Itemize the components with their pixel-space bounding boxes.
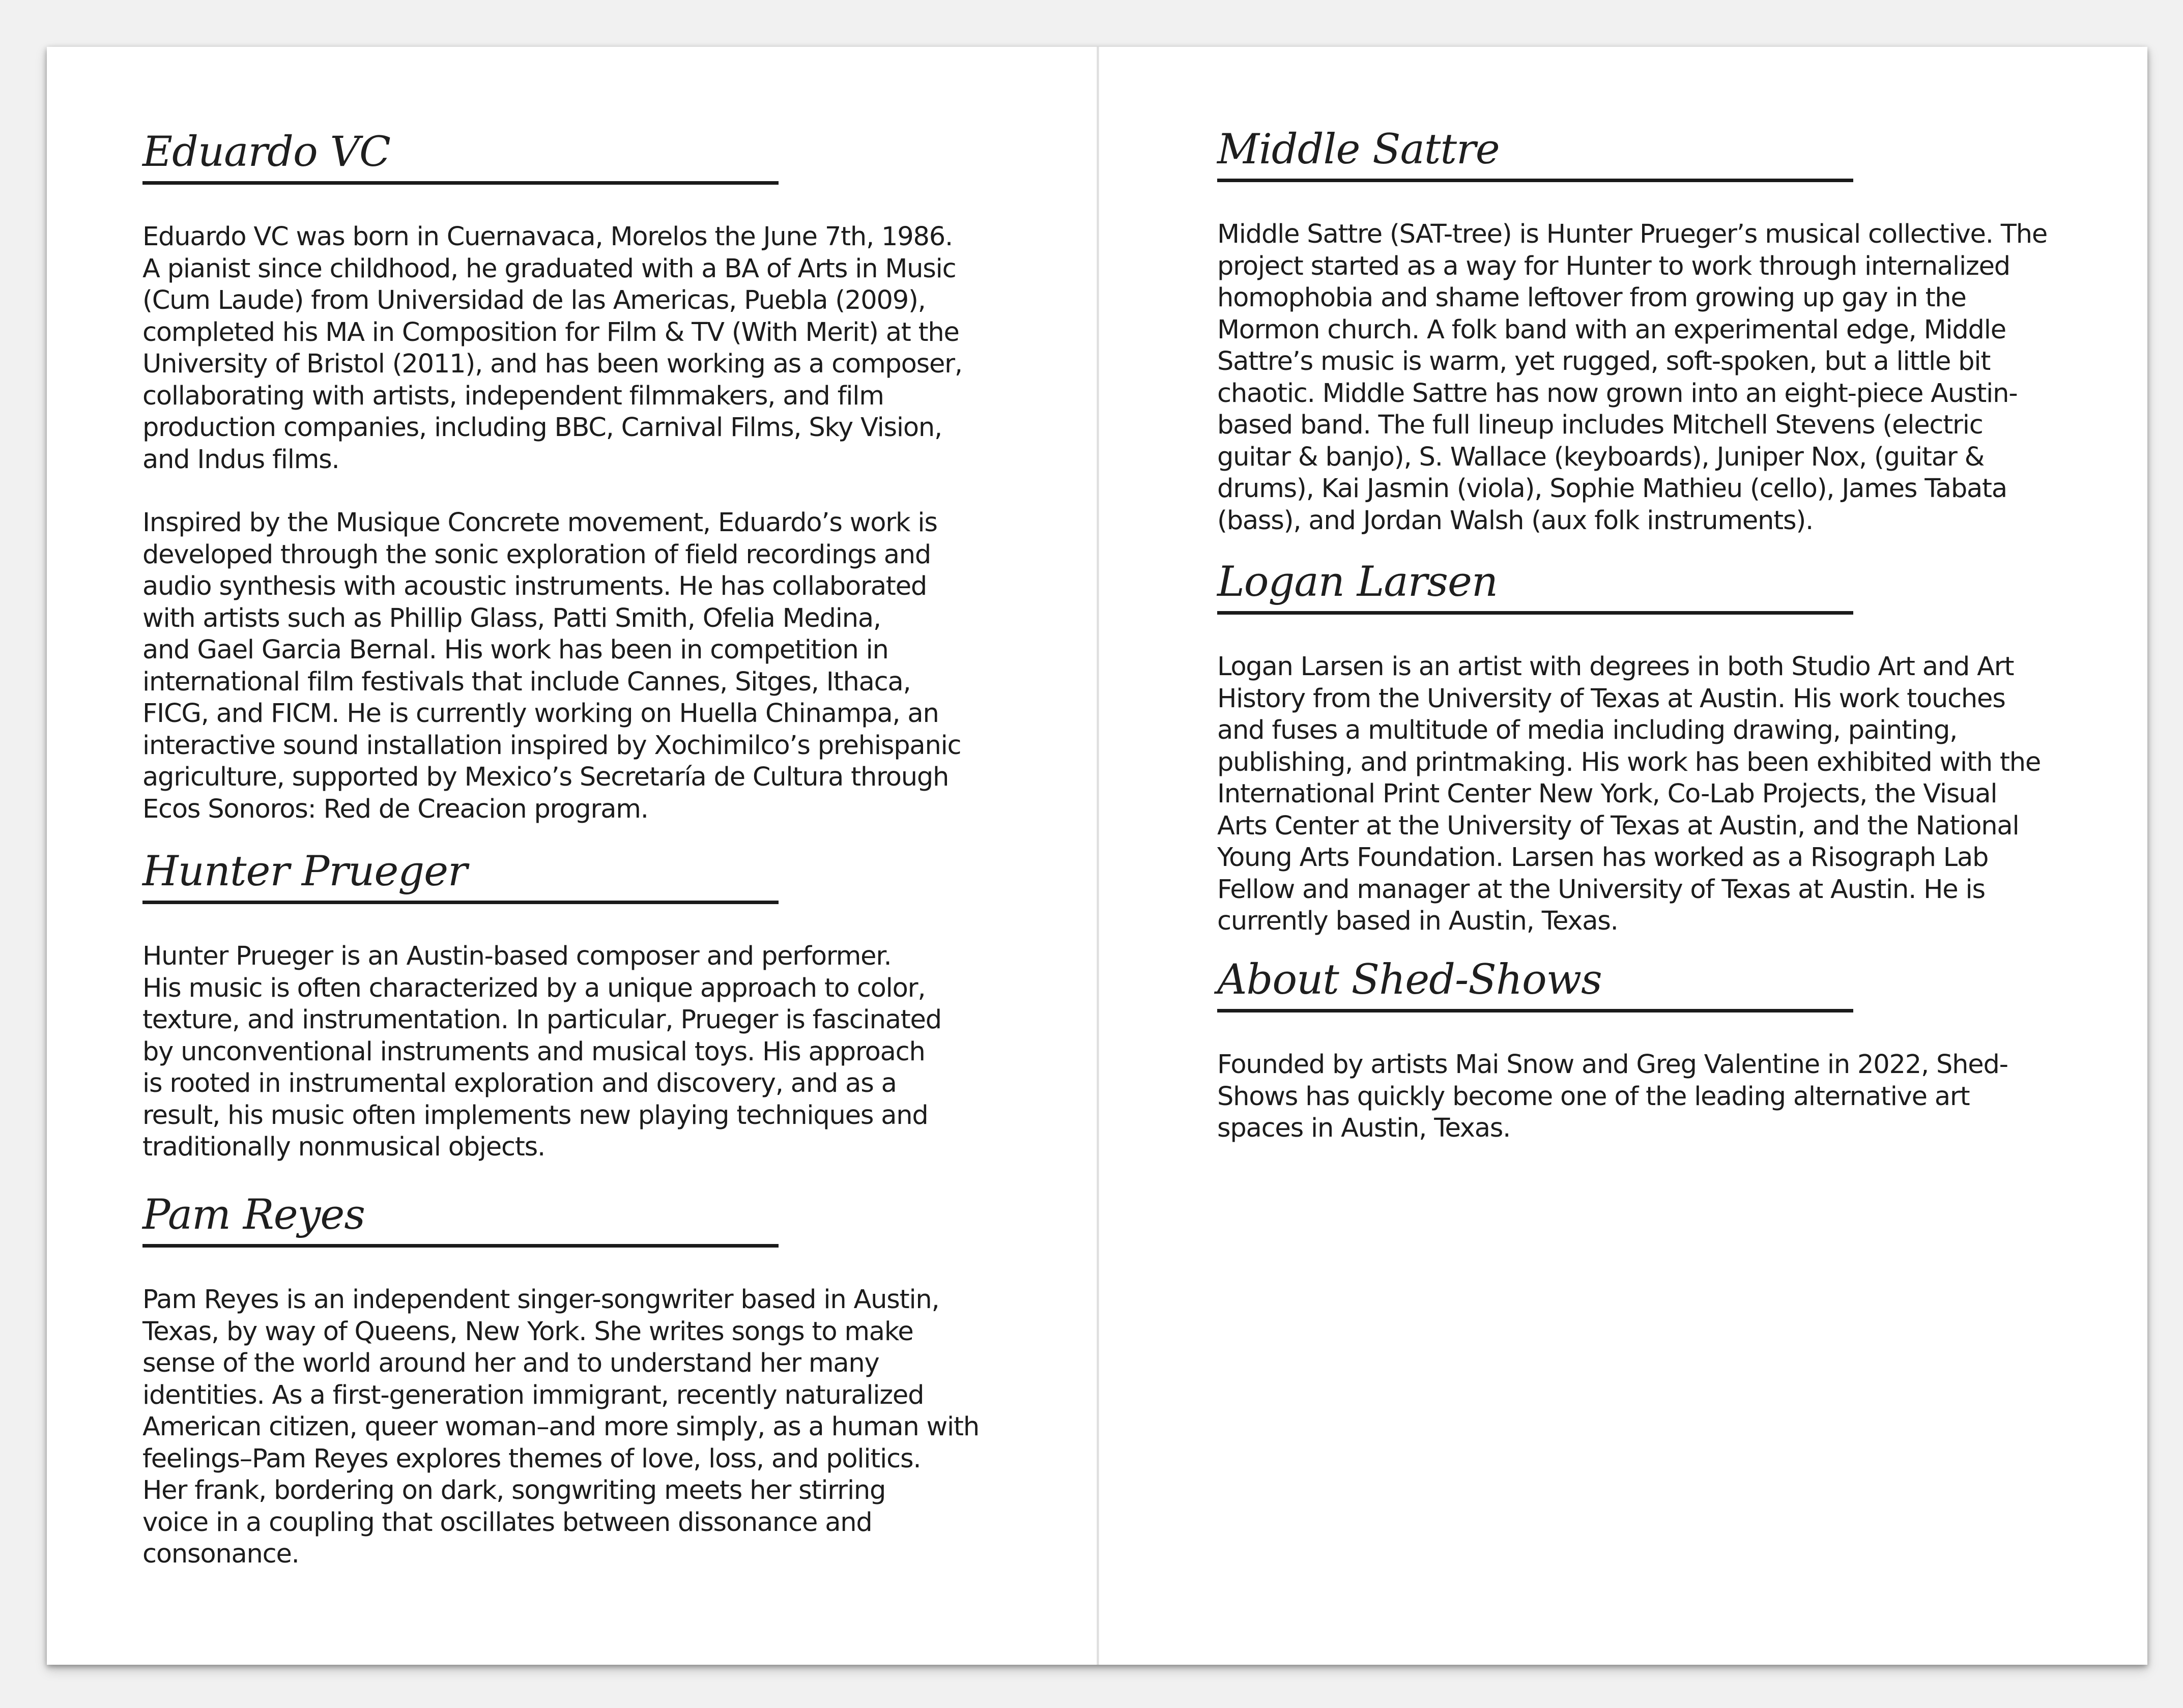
section-title: Pam Reyes [142,1193,779,1248]
bio-paragraph: Pam Reyes is an independent singer-songwriter based in Austin, Texas, by way of Queens, New York. She writes songs to make sense of the world around her and to understand her many identities. As a first-generation immigrant, recently naturalized American citizen, queer woman–and more simply, as a human with feelings–Pam Reyes explores themes of love, loss, and politics. Her frank, bordering on dark, songwriting meets her stirring voice in a coupling that oscillates between dissonance and consonance. [142,1285,979,1570]
bio-middle-sattre [1217,127,2062,537]
bio-paragraph: Eduardo VC was born in Cuernavaca, Morelos the June 7th, 1986. A pianist since childhood, he graduated with a BA of Arts in Music (Cum Laude) from Universidad de las Americas, Puebla (2009), completed his MA in Composition for Film & TV (With Merit) at the University of Bristol (2011), and has been working as a composer, collaborating with artists, independent filmmakers, and film production companies, including BBC, Carnival Films, Sky Vision, and Indus films. [142,222,962,475]
bio-pam-reyes [142,1193,987,1571]
bio-paragraph: Middle Sattre (SAT-tree) is Hunter Prueger’s musical collective. The project started as a way for Hunter to work through internalized homophobia and shame leftover from growing up gay in the Mormon church. A folk band with an experimental edge, Middle Sattre’s music is warm, yet rugged, soft-spoken, but a little bit chaotic. Middle Sattre has now grown into an eight-piece Austin- based band. The full lineup includes Mitchell Stevens (electric guitar & banjo), S. Wallace (keyboards), Juniper Nox, (guitar & drums), Kai Jasmin (viola), Sophie Mathieu (cello), James Tabata (bass), and Jordan Walsh (aux folk instruments). [1217,219,2048,536]
bio-logan-larsen [1217,560,2062,938]
section-title: Logan Larsen [1217,560,1853,615]
booklet-spread [47,47,2147,1665]
about-shed-shows [1217,958,2062,1145]
right-page [1097,47,2147,1665]
bio-paragraph: Logan Larsen is an artist with degrees in both Studio Art and Art History from the University of Texas at Austin. His work touches and fuses a multitude of media including drawing, painting, publishing, and printmaking. His work has been exhibited with the International Print Center New York, Co-Lab Projects, the Visual Arts Center at the University of Texas at Austin, and the National Young Arts Foundation. Larsen has worked as a Risograph Lab Fellow and manager at the University of Texas at Austin. He is currently based in Austin, Texas. [1217,652,2041,937]
bio-paragraph: Hunter Prueger is an Austin-based composer and performer. His music is often characterized by a unique approach to color, texture, and instrumentation. In particular, Prueger is fascinated by unconventional instruments and musical toys. His approach is rooted in instrumental exploration and discovery, and as a result, his music often implements new playing techniques and traditionally nonmusical objects. [142,941,941,1163]
bio-paragraph: Inspired by the Musique Concrete movement, Eduardo’s work is developed through the sonic exploration of field recordings and audio synthesis with acoustic instruments. He has collaborated with artists such as Phillip Glass, Patti Smith, Ofelia Medina, and Gael Garcia Bernal. His work has been in competition in international film festivals that include Cannes, Sitges, Ithaca, FICG, and FICM. He is currently working on Huella Chinampa, an interactive sound installation inspired by Xochimilco’s prehispanic agriculture, supported by Mexico’s Secretaría de Cultura through Ecos Sonoros: Red de Creacion program. [142,508,961,824]
bio-paragraph: Founded by artists Mai Snow and Greg Valentine in 2022, Shed- Shows has quickly become one of the leading alternative art spaces in Austin, Texas. [1217,1050,2008,1144]
section-title: Middle Sattre [1217,127,1853,182]
section-title: About Shed-Shows [1217,958,1853,1012]
section-title: Hunter Prueger [142,849,779,904]
bio-eduardo-vc [142,130,987,825]
bio-hunter-prueger [142,849,987,1164]
left-page [47,47,1097,1665]
section-title: Eduardo VC [142,130,779,185]
